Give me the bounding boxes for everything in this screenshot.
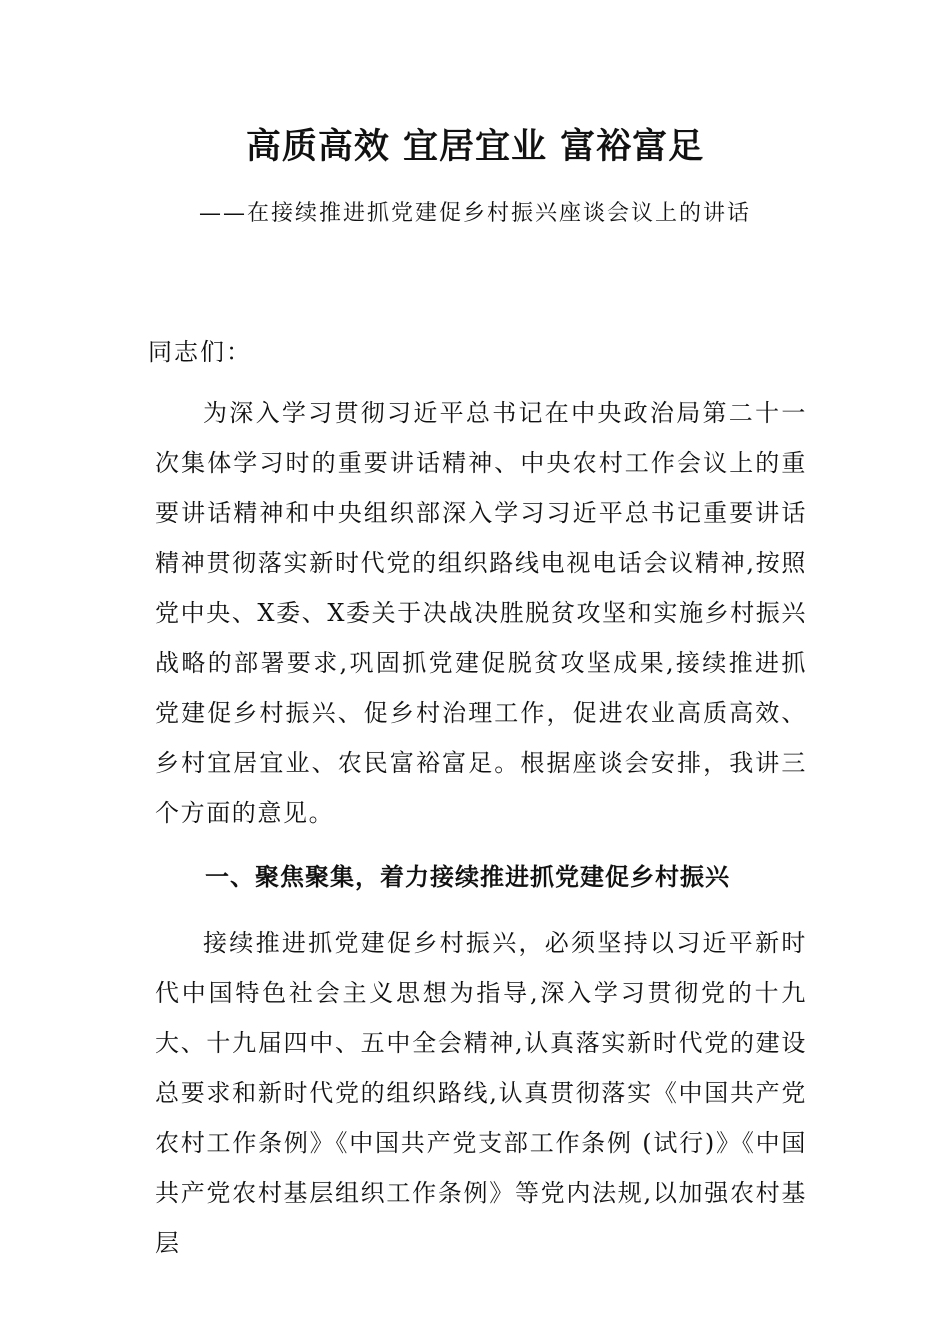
salutation: 同志们： bbox=[148, 338, 252, 366]
body-paragraph-2: 接续推进抓党建促乡村振兴，必须坚持以习近平新时代中国特色社会主义思想为指导,深入学习贯彻党的十九大、十九届四中、五中全会精神,认真落实新时代党的建设总要求和新时代党的组织路线,认真贯彻落实《中国共产党农村工作条例》《中国共产党支部工作条例 (试行)》《中国共产党农村基层组织工作条例》等党内法规,以加强农村基层 bbox=[155, 929, 807, 1257]
section-1-heading: 一、聚焦聚集，着力接续推进抓党建促乡村振兴 bbox=[205, 863, 730, 891]
document-subtitle: ——在接续推进抓党建促乡村振兴座谈会议上的讲话 bbox=[198, 201, 751, 226]
body-paragraph-1: 为深入学习贯彻习近平总书记在中央政治局第二十一次集体学习时的重要讲话精神、中央农村工作会议上的重要讲话精神和中央组织部深入学习习近平总书记重要讲话精神贯彻落实新时代党的组织路线电视电话会议精神,按照党中央、X委、X委关于决战决胜脱贫攻坚和实施乡村振兴战略的部署要求,巩固抓党建促脱贫攻坚成果,接续推进抓党建促乡村振兴、促乡村治理工作，促进农业高质高效、乡村宜居宜业、农民富裕富足。根据座谈会安排，我讲三个方面的意见。 bbox=[155, 399, 807, 827]
document-title: 高质高效 宜居宜业 富裕富足 bbox=[245, 126, 705, 167]
